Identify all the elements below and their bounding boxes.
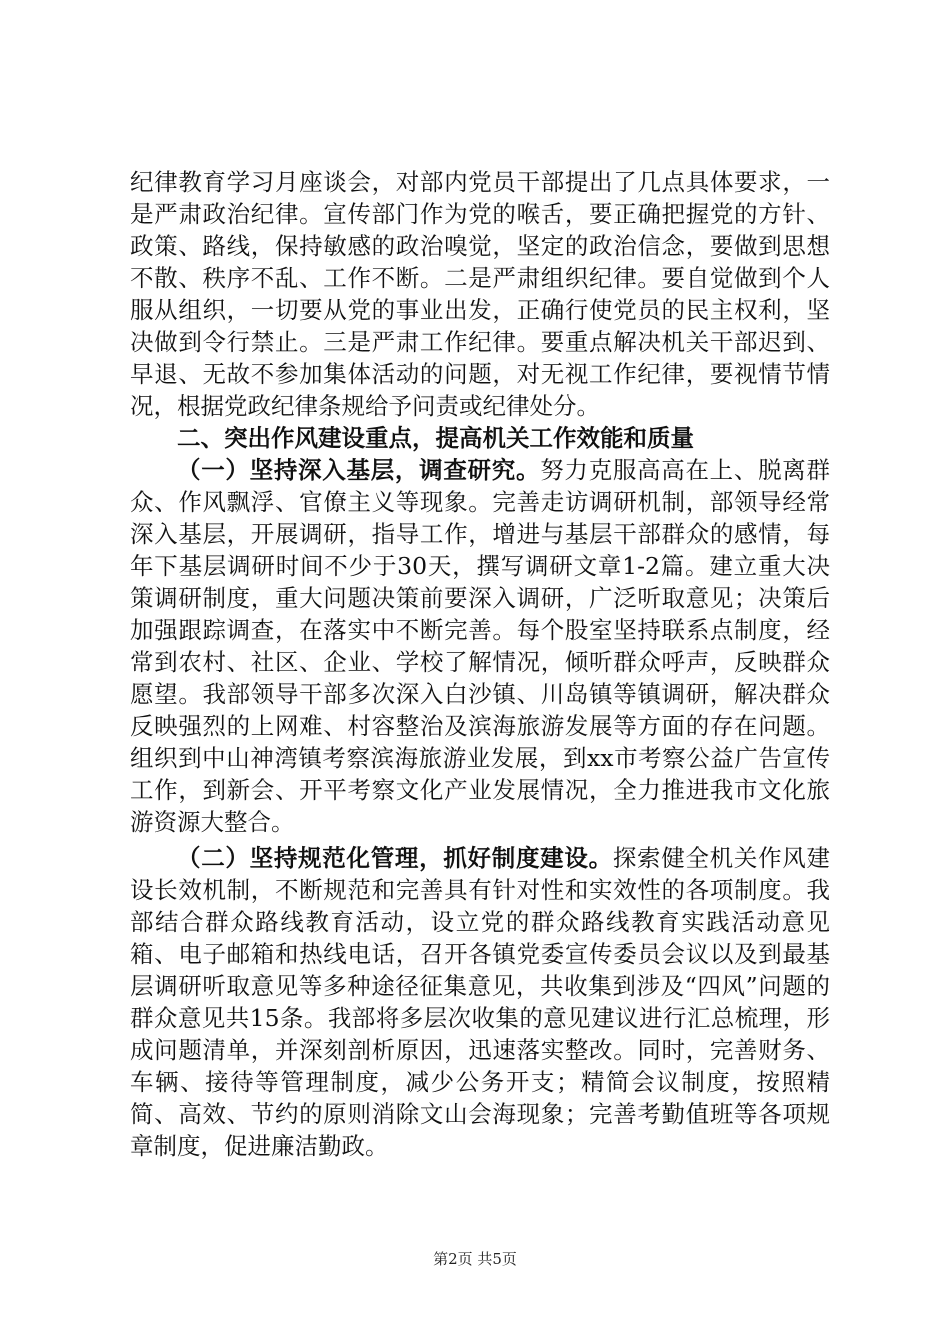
paragraph-lead-2: （二）坚持规范化管理，抓好制度建设。 [177,844,613,872]
section-heading-2: 二、突出作风建设重点，提高机关工作效能和质量 [177,424,694,452]
page-footer: 第2页 共5页 [433,1250,517,1268]
document-body [130,166,830,1162]
paragraph-grassroots-research [130,454,830,838]
paragraph-discipline-requirements: 纪律教育学习月座谈会，对部内党员干部提出了几点具体要求，一是严肃政治纪律。宣传部门作为党的喉舌，要正确把握党的方针、政策、路线，保持敏感的政治嗅觉，坚定的政治信念，要做到思想不散、秩序不乱、工作不断。二是严肃组织纪律。要自觉做到个人服从组织，一切要从党的事业出发，正确行使党员的民主权利，坚决做到令行禁止。三是严肃工作纪律。要重点解决机关干部迟到、早退、无故不参加集体活动的问题，对无视工作纪律，要视情节情况，根据党政纪律条规给予问责或纪律处分。 [130,168,830,420]
paragraph-standardized-management [130,842,830,1162]
paragraph-text-2: 探索健全机关作风建设长效机制，不断规范和完善具有针对性和实效性的各项制度。我部结合群众路线教育活动，设立党的群众路线教育实践活动意见箱、电子邮箱和热线电话，召开各镇党委宣传委员会议以及到最基层调研听取意见等多种途径征集意见，共收集到涉及“四风”问题的群众意见共15条。我部将多层次收集的意见建议进行汇总梳理，形成问题清单，并深刻剖析原因，迅速落实整改。同时，完善财务、车辆、接待等管理制度，减少公务开支；精简会议制度，按照精简、高效、节约的原则消除文山会海现象；完善考勤值班等各项规章制度，促进廉洁勤政。 [130,844,831,1160]
paragraph-text-1: 努力克服高高在上、脱离群众、作风飘浮、官僚主义等现象。完善走访调研机制，部领导经常深入基层，开展调研，指导工作，增进与基层干部群众的感情，每年下基层调研时间不少于30天，撰写调研文章1-2篇。建立重大决策调研制度，重大问题决策前要深入调研，广泛听取意见；决策后加强跟踪调查，在落实中不断完善。每个股室坚持联系点制度，经常到农村、社区、企业、学校了解情况，倾听群众呼声，反映群众愿望。我部领导干部多次深入白沙镇、川岛镇等镇调研，解决群众反映强烈的上网难、村容整治及滨海旅游发展等方面的存在问题。组织到中山神湾镇考察滨海旅游业发展，到xx市考察公益广告宣传工作，到新会、开平考察文化产业发展情况，全力推进我市文化旅游资源大整合。 [130,456,831,836]
paragraph-lead-1: （一）坚持深入基层，调查研究。 [177,456,541,484]
